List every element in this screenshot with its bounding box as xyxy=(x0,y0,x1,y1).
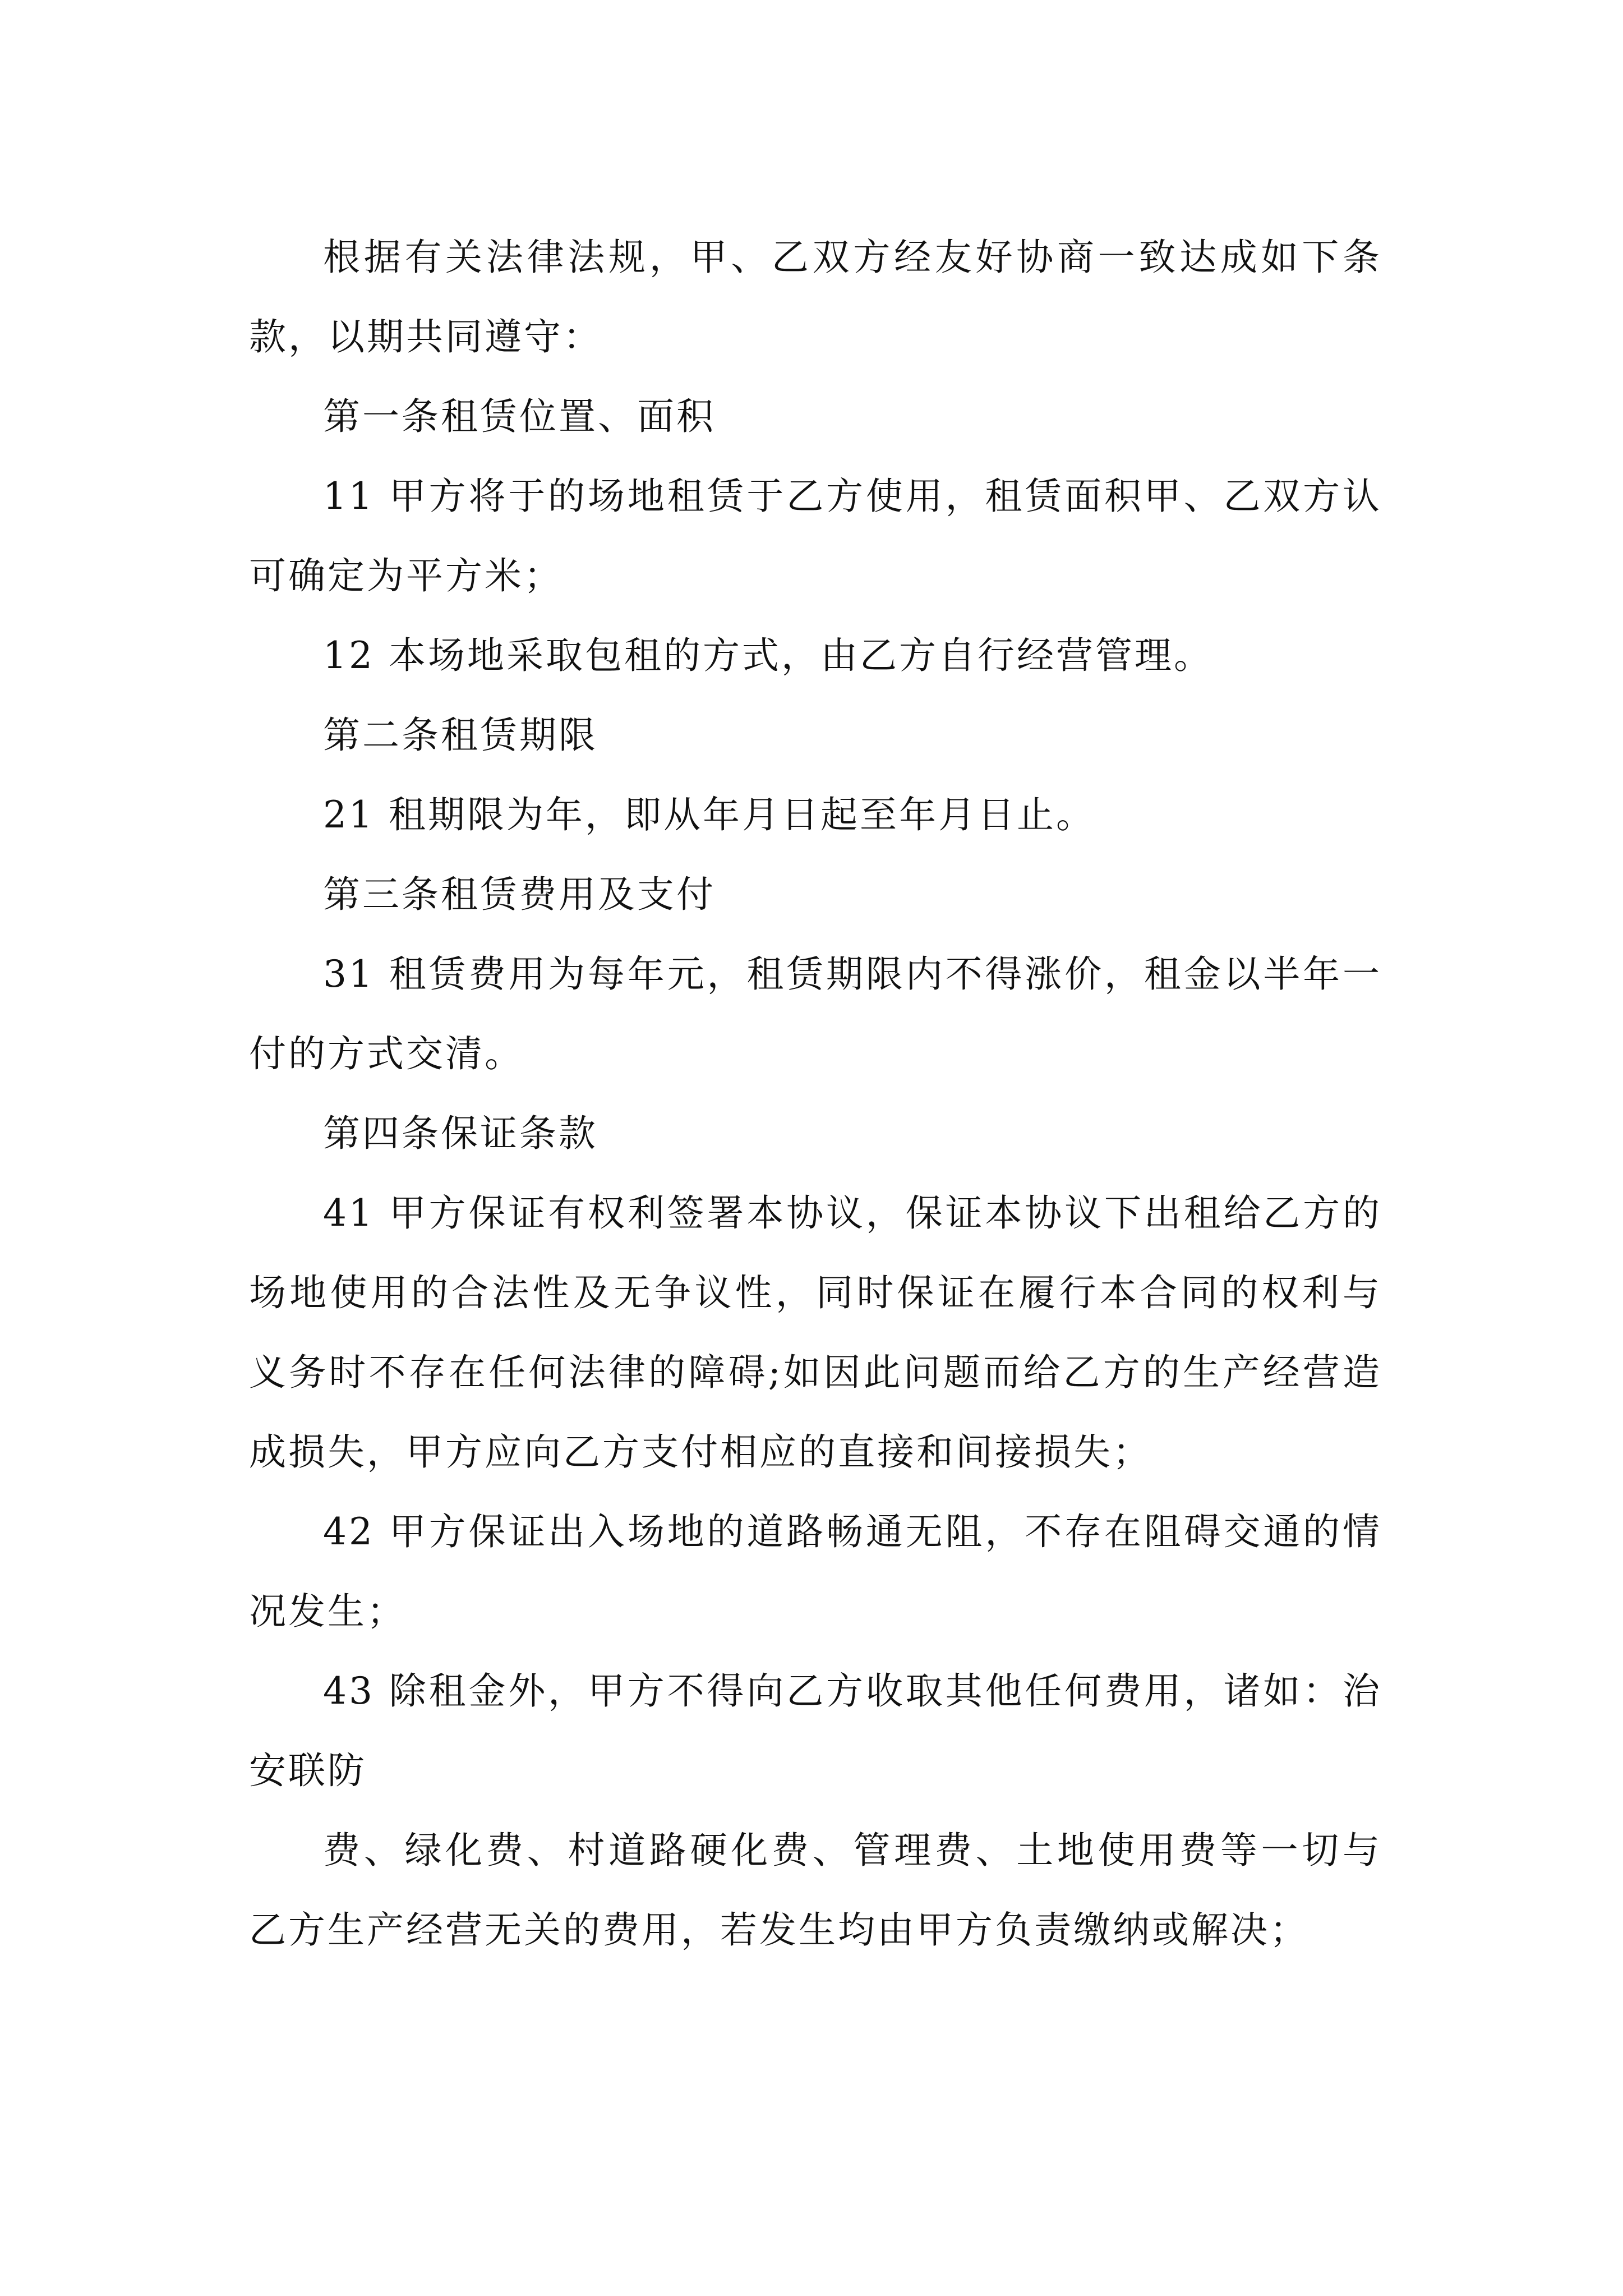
article-2-heading: 第二条租赁期限 xyxy=(323,714,598,757)
clause-4-3: 43 除租金外，甲方不得向乙方收取其他任何费用，诸如：治安联防 xyxy=(249,1669,1382,1792)
clause-2-1: 21 租期限为年，即从年月日起至年月日止。 xyxy=(323,793,1095,836)
clause-4-2: 42 甲方保证出入场地的道路畅通无阻，不存在阻碍交通的情况发生； xyxy=(249,1510,1382,1633)
clause-4-3-continued: 费、绿化费、村道路硬化费、管理费、土地使用费等一切与乙方生产经营无关的费用，若发生均由甲方负责缴纳或解决； xyxy=(249,1829,1382,1952)
article-1-heading: 第一条租赁位置、面积 xyxy=(323,395,716,438)
clause-1-1: 11 甲方将于的场地租赁于乙方使用，租赁面积甲、乙双方认可确定为平方米； xyxy=(249,475,1382,597)
document-body xyxy=(249,218,1382,1970)
clause-3-1: 31 租赁费用为每年元，租赁期限内不得涨价，租金以半年一付的方式交清。 xyxy=(249,953,1382,1075)
article-3-heading: 第三条租赁费用及支付 xyxy=(323,873,716,916)
article-4-heading: 第四条保证条款 xyxy=(323,1112,598,1155)
clause-1-2: 12 本场地采取包租的方式，由乙方自行经营管理。 xyxy=(323,634,1213,677)
intro-paragraph: 根据有关法律法规，甲、乙双方经友好协商一致达成如下条款，以期共同遵守： xyxy=(249,236,1382,358)
clause-4-1: 41 甲方保证有权利签署本协议，保证本协议下出租给乙方的场地使用的合法性及无争议性，同时保证在履行本合同的权利与义务时不存在任何法律的障碍;如因此问题而给乙方的生产经营造成损失，甲方应向乙方支付相应的直接和间接损失； xyxy=(249,1191,1382,1474)
